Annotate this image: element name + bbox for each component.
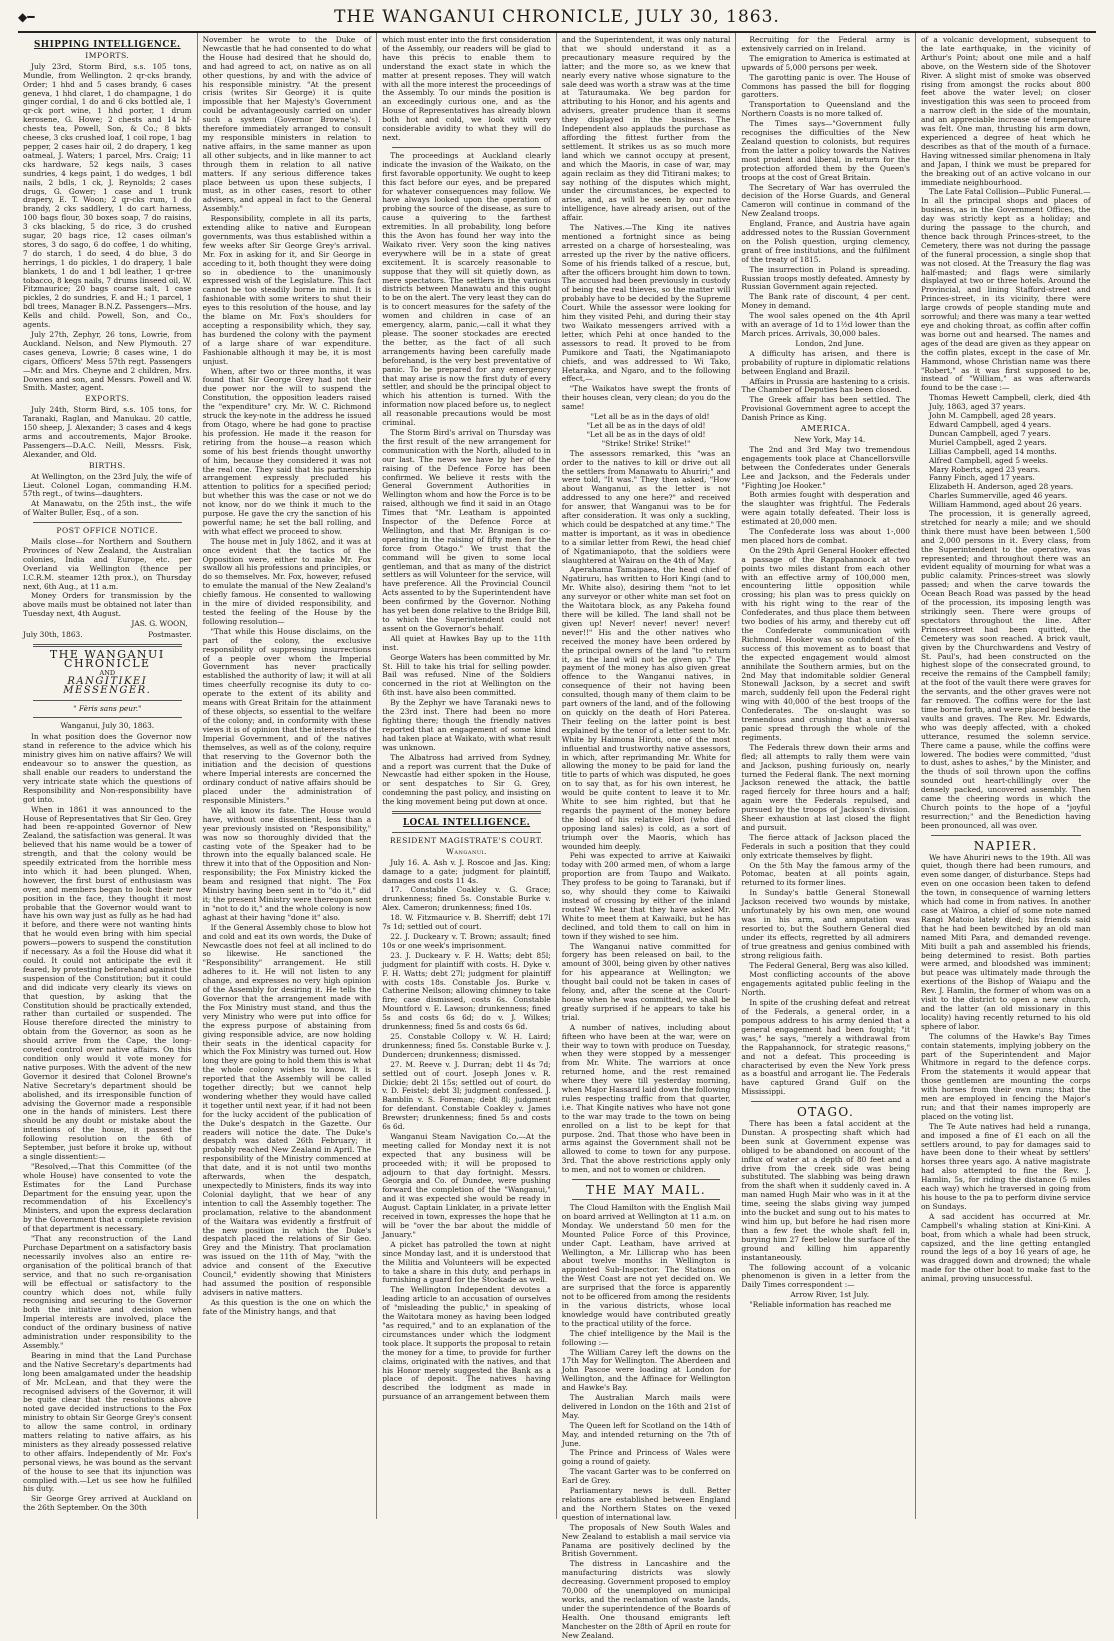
paragraph: Transportation to Queensland and the Northern Coasts is no more talked of. xyxy=(741,100,910,119)
paragraph: The Federal General, Berg was also killed. xyxy=(749,960,909,970)
verse: "Let all be as in the days of old! "Let all be as in the days of old! "Let all be as in the days of old! "Strike! Strike! Strike!" xyxy=(586,412,710,448)
subheading: POST OFFICE NOTICE. xyxy=(56,526,159,536)
paragraph: When, after two or three months, it was found that Sir George Grey had not their due power nor the will to suspend the Constitution, the opposition leaders raised the "expenditure" cry. Mr. W. C. Richmond struck the key-note in the address he issued from Otago, where he had gone to practise his profession. He made it the reason for retiring from the house—a reason which some of his best friends thought unworthy of him, because they considered it was not the real one. They said that his partnership arrangement expressly precluded his attention to politics for a specified period; but whether this was the case or not we do not know, nor do we think it much to the purpose. He gave the cry the sanction of his powerful name; he set the ball rolling, and with what effect we proceed to show. xyxy=(202,366,372,536)
dateline: New York, May 14. xyxy=(794,434,866,444)
signature-name: JAS. G. WOON, xyxy=(131,619,188,629)
section-heading: LOCAL INTELLIGENCE. xyxy=(402,818,531,829)
section-heading: THE MAY MAIL. xyxy=(585,1183,707,1198)
paragraph: Mails close—for Northern and Southern Provinces of New Zealand, the Australian colonies, India and Europe, etc. per Overland via Wellington (thence per I.C.R.M. steamer 12th prox.), on Thursday next, 6th Aug., at 11 a.m. xyxy=(23,537,192,591)
subheading: IMPORTS. xyxy=(85,50,130,60)
paragraph: England, France, and Austria have again addressed notes to the Russian Government on the Polish question, urging clemency, grant of free institutions, and the fulfilment of the treaty of 1815. xyxy=(741,219,910,264)
paragraph: A number of natives, including about fifteen who have been at the war, were on their way to town with produce on Tuesday, when they were stopped by a messenger from Mr. White. The warriors at once returned home, and the rest remained where they were till yesterday morning, when Major Hassard laid down the following rules respecting traffic from that quarter, i.e. That Kingite natives who have not gone to the war may trade to the town on being enrolled on a list to be kept for that purpose. 2nd. That those who have been in arms against the Government shall not be allowed to come to town for any purpose. 3rd. That the above restrictions apply only to men, and not to women or children. xyxy=(561,1022,731,1175)
paragraph: The house met in July 1862, and it was at once evident that the tactics of the Opposition were, either to make Mr. Fox swallow all his professions and principles, or do so themselves. Mr. Fox, however, refused to emulate the manual of the New Zealand's chiefly famous. He consented to wallowing in the mire of divided responsibility, and tested the feeling of the House by the following resolution— xyxy=(202,536,372,626)
paragraph: The Wellington Independent devotes a leading article to an accusation of ourselves of "misleading the public," in speaking of the Waitotara money as having been lodged "as required," and to an explanation of the circumstances under which the lodgment took place. It supports the proposal to retain the money for a time, to provide for further claims, originated with the natives, and that his Honor merely suggested the Bank as a place of deposit. The natives having described the lodgment as made in pursuance of an arrangement between them xyxy=(382,1285,551,1402)
column-2 xyxy=(198,33,378,1519)
paragraph: and the Superintendent, it was only natural that we should understand it as a precautionary measure required by the latter; and the more so, as we knew that nearly every native whose signature to the sale deed was worth a straw was at the time at Taturaumaka. We beg pardon for attributing to his Honor, and his agents and advisers, greater prudence than it seems they displayed in the business. The Independent also applauds the purchase as affording the fittest further from the settlement. It strikes us as so much more land which we cannot occupy at present, and which the Maoris, in case of war, may again reclaim as they did Titirani makes; to say nothing of the disputes which might, under the circumstances, be expected to arise, and, as will be seen by our native intelligence, have already arisen, out of the affair. xyxy=(561,35,731,223)
paragraph: The Albatross had arrived from Sydney, and a report was current that the Duke of Newcastle had either spoken in the House, or sent despatches to Sir G. Grey, condemning the past policy, and insisting on the king movement being put down at once. xyxy=(382,752,551,807)
divider xyxy=(392,147,541,148)
paragraph: The vacant Garter was to be conferred on Earl de Grey. xyxy=(561,1467,731,1486)
columns xyxy=(18,33,1096,1640)
paragraph: Recruiting for the Federal army is extensively carried on in Ireland. xyxy=(741,35,910,53)
paragraph: The emigration to America is estimated at upwards of 5,000 persons per week. xyxy=(741,53,910,72)
quotation: "That while this House disclaims, on the part of the colony, the exclusive responsibility of suppressing insurrections of a people over whom the Imperial Government has never practically established the authority of law; it will at all times cheerfully recognise its duty to co-operate to the extent of its ability and means with Great Britain for the attainment of these objects, so essential to the welfare of the colony; and, in conformity with these views it is of opinion that the interests of the Imperial Government, and of the natives themselves, as well as of the colony, require that reserving to the Governor both the initiation and the decision of questions where Imperial interests are concerned the ordinary conduct of native affairs should be placed under the administration of responsible Ministers." xyxy=(202,626,372,806)
list-item: Charles Summerville, aged 46 years. xyxy=(928,491,1068,501)
paragraph: July 16. A. Ash v. J. Roscoe and Jas. King; damage to a gate; judgment for plaintiff, damages and costs 11 4s. xyxy=(382,857,551,885)
paragraph: As this question is the one on which the fate of the Ministry hangs, and that xyxy=(202,1297,372,1316)
paragraph: The procession, it is generally agreed, stretched for nearly a mile; and we should think there must have been between 1,500 and 2,000 persons in it. Every class, from the Superintendent to the operative, was represented; and throughout there was an evident equality of mourning for what was a public calamity. Princes-street was slowly passed; and when the carve towards the Ocean Beach Road was passed by the head of the procession, its imposing length was strikingly seen. There were groups of spectators throughout the line. After Princes-street had been quitted, the Cemetery was soon reached. A brick vault, given by the Churchwardens and Vestry of St. Paul's, had been constructed on the highest slope of the consecrated ground, to receive the remains of the Campbell family; at the foot of the vault there were graves for the servants, and the other graves were not far removed. The coffins were for the last time borne forth, and were placed beside the vaults and graves. The Rev. Mr. Edwards, who was deeply affected, with a choked utterance, resumed the solemn service. There came a pause, while the coffins were lowered. The bodies were committed, "dust to dust, ashes to ashes," by the Minister, and the thuds of soil thrown upon the coffins sounded out heart-chillingly over the densely packed, uncovered assembly. Then came the cheering words in which the Church points to the hope of a "joyful resurrection;" and the Benediction having been pronounced, all was over. xyxy=(920,509,1091,830)
dateline: Arrow River, 1st July. xyxy=(790,1290,870,1300)
paragraph: Sir George Grey arrived at Auckland on the 26th September. On the 30th xyxy=(23,1494,192,1513)
paragraph: At Manawatu, on the 25th inst., the wife of Walter Buller, Esq., of a son. xyxy=(23,499,192,518)
paragraph: The following account of a volcanic phenomenon is given in a letter from the Daily Times correspondent :— xyxy=(741,1262,910,1290)
paragraph: July 27th, Zephyr, 26 tons, Lowrie, from Auckland. Nelson, and New Plymouth. 27 cases geneva, Lowrie; 8 cases wine, 1 do cigars, Officers' Mess 57th regt. Passengers—Mr. and Mrs. Cheyne and 2 children, Mrs. Downes and son, and Messrs. Powell and W. Smith. Master, agent. xyxy=(23,330,192,393)
paragraph: If the General Assembly chose to blow hot and cold and eat its own words, the Duke of Newcastle does not feel at all inclined to do so likewise. He sanctioned the "Responsibility" arrangement. He still adheres to it. He will not listen to any change, and expresses no very high opinion of the Assembly for desiring it. He tells the Governor that the arrangement made with the Fox Ministry must stand, and thus the very Ministry who were put into office for the express purpose of abstaining from giving responsible advice, are now holding their seats in the identical capacity for which the Fox Ministry was turned out. How long they are going to hold them this is what the whole colony wishes to know. It is reported that the Assembly will be called together directly; but we cannot help wondering whether they would have called it together until next year, if it had not been for the lucky accident of the publication of the Duke's despatch in the Gazette. Our readers will notice the date. The Duke's despatch was dated 26th February; it probably reached New Zealand in April. The responsibility of the Ministry commenced at that date, and it is not until two months afterwards, when the despatch, unexpectedly to Ministers, finds its way into Colonial daylight, that we hear of any intention to call the Assembly together. The proclamation, relative to the abandonment of the Waitara was evidently a firstfruit of the new position in which the Duke's despatch placed the relations of Sir Geo. Grey and the Ministry. That proclamation was issued on the 11th of May, "with the advice and consent of the Executive Council," evidently showing that Ministers had assumed the position of responsible advisers in native matters. xyxy=(202,922,372,1297)
paragraph: 18. W. Fitzmaurice v. B. Sherriff; debt 17l 7s 1d; settled out of court. xyxy=(382,913,551,932)
paper-masthead xyxy=(23,648,192,731)
paragraph: 27. M. Reeve v. J. Durran; debt 1l 4s 7d; settled out of court. Joseph Jones v. R. Dickie; debt 2l 15s; settled out of court. do v. D. Feistel; debt 3l; judgment confessed. J. Bamblin v. S. Foreman; debt 8l; judgment for defendant. Constable Coakley v. James Brewster; drunkenness; fined 5s and costs 6s 6d. xyxy=(382,1059,551,1132)
list-item: Thomas Hewett Campbell, clerk, died 4th July, 1863, aged 37 years. xyxy=(928,393,1091,412)
list-item: Lillias Campbell, aged 14 months. xyxy=(928,446,1057,456)
paragraph: 23. J. Duckeary v. F. H. Watts; debt 85l; judgment for plaintiff with costs. H. Dyke v. F. H. Watts; debt 27l; judgment for plaintiff with costs 18s. Constable Jos. Burke v. Catherine Neilson; allowing chimney to take fire; case dismissed, costs 6s. Constable Mountford v. E. Lawson; drunkenness; fined 5s and costs 6s 6d; do v. J. Wilkes; drunkenness; fined 5s and costs 6s 6d. xyxy=(382,950,551,1032)
paragraph: The Confederate loss was about 1-,000 men placed hors de combat. xyxy=(741,527,910,545)
section-heading: NAPIER. xyxy=(973,838,1038,853)
signature-title: Postmaster. xyxy=(148,630,192,640)
paper-date: Wanganui, July 30, 1863. xyxy=(60,721,155,731)
paragraph: The proposals of New South Wales and New Zealand to establish a mail service via Panama are positively declined by the British Government. xyxy=(561,1522,731,1559)
paragraph: Aperahama Tamaipaea, the head chief of Ngatiruru, has written to Hori Kingi (and to Mr. White also), desiring them "not to let any surveyor or other white man set foot on the Waitotara block, as any Pakeha found there will be killed. The land shall not be given up! Never! never! never! never! never!!" His and the other natives who received the money have been ordered by the principal owners of the land "to return it, as the land will not be given up." The payment of the money has also given great offence to the Wanganui natives, in consequence of their not having been consulted, though many of them claim to be part owners of the land, and of the following on quickly on the death of Hori Paterea. Their feeling on the latter point is best explained by the tenor of a letter sent to Mr. White by Haimona Hiroti, one of the most influential and trustworthy native assessors, in which, after reprimanding Mr. White for allowing the money to be paid for land the title to parts of which was disputed, he goes on to say that, as for his own interest, he would be quite content to leave it to Mr. White to see him righted, but that he regards the payment of the money before the blood of his relative Hori (who died opposing land sales) is cold, as a sort of triumph over the Maoris, which has wounded him deeply. xyxy=(561,565,731,851)
paragraph: which must enter into the first consideration of the Assembly, our readers will be glad to have this précis to enable them to understand the exact state in which the matter at present reposes. They will watch with all the more interest the proceedings of the Assembly. To our minds the position is an exceedingly curious one, and as the House of Representatives has already blown both hot and cold, we look with very considerable avidity to what they will do next. xyxy=(382,35,551,142)
paragraph: Pehi was expected to arrive at Kaiwaiki today with 200 armed men, of whom a large proportion are from Taupo and Waikato. They profess to be going to Taranaki, but if so, why should they come to Kaiwaiki instead of crossing by either of the inland routes? We hear that they have asked Mr. White to meet them at Kaiwaiki, but he has declined, and told them to call on him in town if they wished to see him. xyxy=(561,851,731,941)
section-heading: OTAGO. xyxy=(796,1105,855,1120)
paragraph: "Resolved,—That this Committee (of the whole House) have consented to vote the Estimates for the Land Purchase Department for the ensuing year, upon the recommendation of his Excellency's Ministers, and upon the express declaration by the Government that a complete revision of that department is necessary. xyxy=(23,1161,192,1234)
paragraph: At Wellington, on the 23rd July, the wife of Lieut. Colonel Logan, commanding H.M. 57th regt., of twins—daughters. xyxy=(23,471,192,499)
paragraph: The Bank rate of discount, 4 per cent. Money in demand. xyxy=(741,292,910,311)
paragraph: The distress in Lancashire and the manufacturing districts was slowly decreasing. Government proposed to employ 70,000 of the unemployed on municipal works, and the reclamation of waste lands, under the superintendence of the Boards of Health. One thousand emigrants left Manchester on the 28th of April en route for New Zealand. xyxy=(561,1559,731,1640)
column-6 xyxy=(916,33,1096,1519)
divider xyxy=(392,811,541,814)
divider xyxy=(751,1101,900,1102)
paragraph: 25. Constable Collopy v. W. H. Laird; drunkenness; fined 5s. Constable Burke v. J. Dundercen; drunkenness; dismissed. xyxy=(382,1031,551,1059)
divider xyxy=(33,700,182,701)
masthead-and: AND xyxy=(99,668,116,677)
paragraph: The wool sales opened on the 4th April with an average of 1d to 1½d lower than the March prices. Arrivals, 30,000 bales. xyxy=(741,311,910,338)
list-item: John M. Campbell, aged 28 years. xyxy=(928,411,1056,421)
paragraph: The fierce attack of Jackson placed the Federals in such a position that they could only extricate themselves by flight. xyxy=(741,832,910,860)
paragraph: The Cloud Hamilton with the English Mail on board arrived at Wellington at 11 a.m. on Monday. We understand 50 men for the Mounted Police Force of this Province, under Capt. Leatham, have arrived at Wellington, a Mr. Lillicrap who has been about twelve months in Wellington is appointed Sub-Inspector. The Stations on the West Coast are not yet decided on. We are surprised that the force is apparently not to be officered from among the residents in the various districts, whose local knowledge would have contributed greatly to the practical utility of the force. xyxy=(561,1203,731,1328)
paragraph: July 24th, Storm Bird, s.s. 105 tons, for Taranaki, Raglan, and Manukau. 20 cattle, 150 sheep, J. Alexander; 3 cases and 4 kegs arms and accoutrements, Major Brooke. Passengers—D.A.C. Neill, Messrs. Fisk, Alexander, and Old. xyxy=(23,405,192,459)
divider xyxy=(33,522,182,523)
column-5 xyxy=(736,33,916,1519)
paragraph: In spite of the crushing defeat and retreat of the Federals, a general order, in a pompous address to his army denied that a general engagement had been fought; "it was," he says, "merely a withdrawal from the Rappahannock, for strategic reasons," and not a defeat. This proceeding is characterised by even the New York press as a boastful and arrogant lie. The Federals have captured Grand Gulf on the Mississippi. xyxy=(741,998,910,1097)
paragraph: We have Ahuriri news to the 19th. All was quiet, though there had been rumours, and even some danger, of disturbance. Steps had even on one occasion been taken to defend the town, in consequence of warning letters which had come in from natives. In another case at Wairoa, a chief of some note named Rangi Matoio lately died; his friends said that he had been bewitched by an old man named Miti Para, and demanded revenge. Miti built a pah and assembled his friends, being determined to resist. Both parties were armed, and bloodshed was imminent; but peace was ultimately made through the exertions of the Bishop of Waiapu and the Rev. J. Hamlin, the former of whom was on a visit to the district to open a new church, and the latter (an old missionary in this locality) having recently returned to his old sphere of labor. xyxy=(920,852,1091,1031)
list-item: Elizabeth H. Anderson, aged 28 years. xyxy=(928,482,1074,492)
paragraph: The Australian March mails were delivered in London on the 16th and 21st of May. xyxy=(561,1393,731,1420)
subheading: RESIDENT MAGISTRATE'S COURT. xyxy=(389,835,544,845)
list-item: Fanny Finch, aged 17 years. xyxy=(928,473,1035,483)
paragraph: The Greek affair has been settled. The Provisional Government agree to accept the Danish Prince as King. xyxy=(741,395,910,423)
paragraph: On the 29th April General Hooker effected a passage of the Rappahannock at two points two miles distant from each other with an effective army of 100,000 men, encountering little opposition while crossing; his plan was to press quickly on with his right wing to the rear of the Confederates, and thus place them between two bodies of his army, and thereby cut off the Confederate communication with Richmond. Hooker was so confident of the success of this movement as to boast that the expected engagement would almost annihilate the Southern armies, but on the 2nd May that indomitable soldier General Stonewall Jackson, by a secret and swift march, suddenly fell upon the Federal right wing with 40,000 of the best troops of the Confederates. The on-slaught was so tremendous and crushing that a universal panic spread through the whole of the regiments. xyxy=(741,545,910,742)
masthead xyxy=(18,6,1096,33)
paragraph: Both armies fought with desperation and the slaughter was frightful. The Federals were again totally defeated. Their loss is estimated at 20,000 men. xyxy=(741,490,910,527)
paragraph: "That any reconstruction of the Land Purchase Department on a satisfactory basis necessarily involves also an entire re-organisation of the political branch of that service, and that no such re-organisation will be effectual or satisfactory to the country which does not, while fully recognising and securing to the Governor both the initiative and decision when Imperial interests are involved, place the conduct of the ordinary business of native administration under responsibility to the Assembly." xyxy=(23,1234,192,1350)
paragraph: A picket has patrolled the town at night since Monday last, and it is understood that the Militia and Volunteers will be expected to take a share in this duty, and perhaps in furnishing a guard for the Stockade as well. xyxy=(382,1239,551,1285)
paragraph: The chief intelligence by the Mail is the following :— xyxy=(561,1328,731,1347)
paragraph: By the Zephyr we have Taranaki news to the 23rd inst. There had been no more fighting there; though the friendly natives reported that an engagement of some kind had taken place at Waikato, with what result was unknown. xyxy=(382,698,551,752)
paragraph: The insurrection in Poland is spreading. Russian troops mostly defeated. Amnesty by Russian Government again rejected. xyxy=(741,264,910,292)
paragraph: When in 1861 it was announced to the House of Representatives that Sir Geo. Grey had been re-appointed Governor of New Zealand, the satisfaction was general. It was believed that his name would be a tower of strength, and that the colony would be speedily extricated from the horrible mess into which it had been plunged. When, however, the first burst of enthusiasm was over, and members began to look their new position in the face, they thought it most probable that the Governor would want to have his own way just as fully as he had had it before, and there were not wanting hints that he would even bring with him special powers—powers to suspend the constitution if necessary. As a foil the House did what it could. It could not anticipate the evil it feared, by protesting beforehand against the suspension of the Constitution; but it could and did indicate very clearly its views on that question, by asking that the Constitution should be practically extended, rather than curtailed or suspended. The House therefore directed the ministry to obtain from the Governor, as soon as he should arrive from the Cape, the long-coveted control over native affairs. On this condition only would it vote money for native purposes. With the advent of the new Governor it desired that Colonel Browne's Native Secretary's department should be abolished, and its irresponsible function of advising the Governor made a responsible one in the hands of ministers. Lest there should be any doubt or mistake about the intentions of the house, it passed the following resolution on the 6th of September, just before it broke up, without a single dissentient:— xyxy=(23,804,192,1161)
paragraph: All quiet at Hawkes Bay up to the 11th inst. xyxy=(382,633,551,652)
list-item: Mary Roberts, aged 23 years. xyxy=(928,464,1041,474)
paragraph: The Wanganui native committed for forgery has been released on bail, to the amount of 300l, being given by other natives for his appearance at Wellington; we thought bail could not be taken in cases of felony, and, after the scene at the Court-house when he was committed, we shall be greatly surprised if he appears to take his trial. xyxy=(561,941,731,1022)
paragraph: The 2nd and 3rd May two tremendous engagements took place at Chancellorsville between the Confederates under Generals Lee and Jackson, and the Federals under "Fighting Joe Hooker." xyxy=(741,444,910,490)
paragraph: The Te Aute natives had held a runanga, and imposed a fine of £1 each on all the settlers around, to pay for damages said to have been done to their wheat by settlers' horses three years ago. A native magistrate had also attempted to fine the Rev. J. Hamlin, 5s, for riding the distance (5 miles each way) which he traversed in going from his house to the pa to perform divine service on Sundays. xyxy=(920,1121,1091,1211)
list-item: Edward Campbell, aged 4 years. xyxy=(928,419,1052,429)
paragraph: 17. Constable Coakley v. G. Grace; drunkenness; fined 5s. Constable Burke v. Alex. Cameron; drunkenness; fined 10s. xyxy=(382,885,551,913)
names-list xyxy=(921,394,1091,510)
column-3 xyxy=(377,33,557,1519)
paragraph: Responsibility, complete in all its parts, extending alike to native and European governments, was thus established within a few weeks after Sir George Grey's arrival. Mr. Fox in asking for it, and Sir George in acceding to it, both thought they were doing so in obedience to the unanimously expressed wish of the Legislature. This fact cannot be too steadily borne in mind. It is fashionable with some writers to shut their eyes to this resolution of the house, and lay the blame on Mr. Fox's shoulders for accepting a responsibility which, they say, has burdened the colony with the payment of a large share of war expenditure. Fashionable although it may be, it is most unjust. xyxy=(202,214,372,366)
paragraph: In what position does the Governor now stand in reference to the advice which his ministry gives him on native affairs? We will endeavour so to answer the question, as shall enable our readers to understand the very intricate state which the questions of Responsibility and Non-responsibility have got into. xyxy=(23,732,192,804)
paragraph: The assessors remarked, this "was an order to the natives to kill or drive out all the settlers from Manawatu to Ahuriri;" and were told, "It was." They then asked, "How about Wanganui, as the letter is not addressed to any one here?" and received for answer, that Wanganui was to be for after consideration. It was only a suckling, which could be despatched at any time." The matter is important, as it was in obedience to a similar letter from Rewi, the head chief of Ngatimaniapoto, that the soldiers were slaughtered at Wairau on the 4th of May. xyxy=(561,448,731,565)
paragraph: The Natives.—The King ite natives mentioned a fortnight since as being arrested on a charge of horsestealing, was arrested up the river by the native officers. Some of his friends talked of a rescue, but, after the officers brought him down to town. The accused had been previously in custody of being the real thieves, so the matter will probably have to be decided by the Supreme Court. While the assessor were looking for him they visited Pehi, and during their stay two Waikato messengers arrived with a letter, which Pehi at once handed to the assessors to read. It proved to be from Pumikore and Taati, the Ngatimaniapoto chiefs, and was addressed to Wi Tako, Hetaraka, and Ngaro, and to the following effect,— xyxy=(561,223,731,384)
paragraph: On the 5th May the famous army of the Potomac, beaten at all points again, returned to its former lines. xyxy=(741,860,910,888)
paragraph: Wanganui Steam Navigation Co.—At the meeting called for Monday next it is not expected that any business will be proceeded with; it will be proposed to adjourn to that day fortnight. Messrs. Georgia and Co. of Dundee, were pushing forward the completion of the "Wanganui," and it was expected she would be ready in August. Captain Linklater, in a private letter received in town, expresses the hope that he will be "over the bar about the middle of January." xyxy=(382,1131,551,1239)
paragraph: Parliamentary news is dull. Better relations are established between England and the Northern States on the vexed question of international law. xyxy=(561,1486,731,1522)
dateline: London, 2nd June. xyxy=(795,338,864,348)
divider xyxy=(392,832,541,833)
section-heading: SHIPPING INTELLIGENCE. xyxy=(33,40,181,50)
column-4 xyxy=(557,33,737,1640)
list-item: William Hammond, aged about 26 years. xyxy=(928,500,1082,510)
divider xyxy=(572,1199,721,1200)
subheading: BIRTHS. xyxy=(88,460,126,470)
subheading: Wanganui. xyxy=(446,846,487,856)
list-item: Muriel Campbell, aged 2 years. xyxy=(928,437,1047,447)
paragraph: November he wrote to the Duke of Newcastle that he had consented to do what the House had desired that he should do, and had agreed to act, on native as on all other questions, by and with the advice of his responsible ministry. "At the present crisis (writes Sir George) it is quite impossible that her Majesty's Government could be advantageously carried on under such a system (Governor Browne's). I therefore immediately arranged to consult my responsible ministers in relation to native affairs, in the same manner as upon all other subjects, and in like manner to act through them in relation to all native matters. If any serious difference takes place between us upon these subjects, I must, as in other cases, resort to other advisers, and appeal in fact to the General Assembly." xyxy=(202,35,372,214)
list-item: Duncan Campbell, aged 7 years. xyxy=(928,428,1051,438)
masthead-line: THE WANGANUI CHRONICLE xyxy=(49,648,165,670)
masthead-line: RANGITIKEI MESSENGER. xyxy=(63,675,152,696)
paragraph: Affairs in Prussia are hastening to a crisis. The Chamber of Deputies has been closed. xyxy=(741,376,910,395)
paragraph: There has been a fatal accident at the Dunstan. A prospecting shaft which had been sunk at Government expense was obliged to be abandoned on account of the influx of water at a depth of 80 feet and a drive from the creek side was being substituted. The slabbing was being drawn from the shaft when it suddenly caved in. A man named Hugh Mair who was in it at the time, seeing the slabs giving way jumped into the bucket and sung out to his mates to wind him up, but before he had risen more than a few feet the whole shaft fell in, burying him 27 feet below the surface of the ground and killing him apparently instantaneously. xyxy=(741,1119,910,1262)
paragraph: The proceedings at Auckland clearly indicate the invasion of the Waikato, on the first favorable opportunity. We ought to keep this fact before our eyes, and be prepared for whatever consequences may follow. We have always looked upon the operation of probing the source of the disease, as sure to cause a quivering to the farthest extremities. In all probability, long before this the Avon has found her way into the Waikato river. Very soon the king natives everywhere will be in a state of great excitement. It is scarcely reasonable to suppose that they will sit quietly down, as mere spectators. The settlers in the various districts between Manawatu and this ought to be on the alert. The very least they can do is to concert measures for the safety of the women and children in case of an emergency, alarm, panic,—call it what they please. The sooner stockades are erected the better, as the fact of all such arrangements having been carefully made beforehand, is the very best preventative of panic. To be prepared for any emergency that may arise is now the first duty of every settler, and should be the principal object to which his attention is turned. With the information now placed before us, to neglect all reasonable precautions would be most criminal. xyxy=(382,150,551,428)
paragraph: The Federals threw down their arms and fled; all attempts to rally them were vain and Jackson, pushing furiously on, nearly turned the Federal flank. The next morning Jackson renewed the attack, the battle raged fiercely for three hours and a half; again were the Federals repulsed, and pursued by the troops of Jackson's division. Sheer exhaustion at last closed the flight and pursuit. xyxy=(741,742,910,832)
subheading: AMERICA. xyxy=(800,424,851,435)
paragraph: George Waters has been committed by Mr. St. Hill to take his trial for selling powder. Bail was refused. Nine of the Soldiers concerned in the riot at Wellington on the 6th inst. have also been committed. xyxy=(382,652,551,698)
paragraph: The garotting panic is over. The House of Commons has passed the bill for flogging garotters. xyxy=(741,72,910,100)
paragraph: July 23rd, Storm Bird, s.s. 105 tons, Mundle, from Wellington. 2 qr-cks brandy, Order; 1 hhd and 5 cases brandy, 6 cases geneva, 1 hhd claret, 1 do champagne, 1 do ginger cordial, 1 do and 6 cks bottled ale, 1 qr-ck port wine, 1 hhd porter, 1 drum kerosene, G. Howe; 2 chests and 14 hf-chests tea, Powell, Son, & Co.; 8 bkts cheese, 3 cks crushed loaf, 1 coil rope, 1 bag pepper, 2 cases hair oil, 2 do drapery, 1 keg oatmeal, J. Waters; 1 parcel, Mrs. Craig; 11 cks hardware, 52 kegs nails, 3 cases sundries, 4 kegs paint, 1 do wedges, 1 bdl nails, 2 bdls, 1 ck, J. Reynolds; 2 cases drugs, G. Gower; 1 case and 1 trunk drapery, E. T. Woon; 2 qr-cks rum, 1 do brandy, 2 cks saddlery, 1 do cart harness, 100 bags flour, 30 boxes soap, 7 do raisins, 3 cks blacking, 5 do rice, 3 do crushed sugar, 20 bags rice, 12 cases oilman's stores, 3 do sago, 6 do coffee, 1 do whiting, 7 do starch, 1 do seed, 4 do blue, 3 do herrings, 1 do pickles, 1 do drapery, 1 bale blankets, 1 do and 1 bdl leather, 1 qr-tree tobacco, 8 kegs nails, 7 drums linseed oil, W. Fitzmaurice; 20 bags coarse salt, 1 case pickles, 2 do sundries, F. and H.; 1 parcel, 1 bdl trees, Manager B.N.Z. Passengers—Mrs. Kells and child. Powell, Son, and Co., agents. xyxy=(23,61,192,330)
motto: " Fèris sans peur." xyxy=(73,703,142,713)
paragraph: We all know its fate. The House would have, without one dissentient, less than a year previously insisted on "Responsibility," was now so thoroughly divided that the casting vote of the Speaker had to be thrown into the equally balanced scale. He threw it into that of the Opposition and Non-responsibility; the Fox Ministry kicked the beam and resigned that night. The Fox Ministry having been sent in to "do it," did it; the present Ministry were thereupon sent in "not to do it," and the whole colony is now aghast at their having "done it" also. xyxy=(202,805,372,922)
column-1 xyxy=(18,33,198,1519)
paragraph: The Times says—"Government fully recognises the difficulties of the New Zealand question to colonists, but requires from the latter a policy towards the Natives most prudent and liberal, in return for the protection afforded them by the Queen's troops at the cost of Great Britain. xyxy=(741,119,910,182)
paragraph: The columns of the Hawke's Bay Times contain statements, implying jobbery on the part of the Superintendent and Major Whitmore in regard to the defence corps. From the statements it would appear that those gentlemen are mounting the corps with horses from their own runs; that the men are employed in fencing the Major's run; and that their names improperly are placed on the voting list. xyxy=(920,1031,1091,1121)
paragraph: The Late Fatal Collision—Public Funeral.—In all the principal shops and places of business, as in the Government Offices, the day was strictly kept as a holiday; and during the passage to the church, and thence back through Princes-street, to the Cemetery, there was not during the passage of the funeral procession, a single shop that was not closed. At the Treasury the flag was half-masted; and flags were similarly displayed at two or three hotels. Around the Provincial, and lining Stafford-street and Princes-street, in its vicinity, there were large crowds of people standing mute and sorrowful; and there was many a tear wetted eye and choking throat, as coffin after coffin was borne out and hearsed. The names and ages of the dead are given as they appear on the coffin plates, except in the case of Mr. Hammond, whose Christian name was there "Robert," as it was first supposed to be, instead of "William," as was afterwards found to be the case :— xyxy=(920,187,1091,393)
paragraph: Bearing in mind that the Land Purchase and the Native Secretary's departments had long been amalgamated under the headship of Mr. McLean, and that they were the recognised advisers of the Governor, it will be quite clear that the resolutions above noted gave decided instructions to the Fox ministry to obtain Sir George Grey's consent to allow the same control, in ordinary matters relating to native affairs, as his ministers as they already possessed relative to other affairs. Independently of Mr. Fox's personal views, he was bound as the servant of the house to see that its injunction was complied with.—Let us see how he fulfilled his duty. xyxy=(23,1350,192,1494)
divider xyxy=(33,644,182,647)
paragraph: Money Orders for transmission by the above mails must be obtained not later than Tuesday next, 4th August. xyxy=(23,591,192,619)
list-item: Alfred Campbell, aged 5 weeks. xyxy=(928,455,1049,465)
paragraph: The Storm Bird's arrival on Thursday was the first result of the new arrangement for communication with the North, alluded to in our last. The news we have by her of the raising of the Defence Force has been confirmed. We believe it rests with the General Government Authorities in Wellington whom and how the Force is to be raised, although we find it said in an Otago Times that "Mr. Leatham is appointed Inspector of the Defence Force at Wellington, and that Mr. Branigan is co-operating in the raising of fifty men for the force from Otago." We trust that the command will be given to some local gentleman, and that as many of the district settlers as will Volunteer for the service, will have preference. All the Provincial Council Acts assented to by the Superintendent have been confirmed by the Governor. Nothing has yet been done relative to the Bridge Bill, to which the Superintendent could not assent on the Governor's behalf. xyxy=(382,427,551,633)
paragraph: Most conflicting accounts of the above engagements agitated public feeling in the North. xyxy=(741,970,910,998)
paragraph: 22. J. Duckeary v. T. Brown; assault; fined 10s or one week's imprisonment. xyxy=(382,932,551,950)
notice-date: July 30th, 1863. xyxy=(23,630,83,640)
divider xyxy=(931,835,1081,836)
paragraph: The Secretary of War has overruled the decision of the Horse Guards, and General Cameron will continue in command of the New Zealand troops. xyxy=(741,182,910,219)
page-title: THE WANGANUI CHRONICLE, JULY 30, 1863. xyxy=(334,7,780,27)
paragraph: of a volcanic development, subsequent to the late earthquake, in the vicinity of Arthur's Point; about one mile and a half above, on the Western side of the Shotover River. A slight mist of smoke was observed rising from amongst the rocks about 800 feet above the water level; on closer investigation this was seen to proceed from a narrow cleft in the side of the mountain, and an appreciable increase of temperature was felt. One man, thrusting his arm down, experienced a degree of heat which he describes as that of the mouth of a furnace. Having witnessed similar phenomena in Italy and Japan, I think we must be prepared for the breaking out of an active volcano in our immediate neighbourhood. xyxy=(920,35,1091,187)
paragraph: The William Carey left the downs on the 17th May for Wellington. The Aberdeen and John Pascoe were loading at London for Wellington, and the Affinace for Wellington and Hawke's Bay. xyxy=(561,1347,731,1393)
subheading: EXPORTS. xyxy=(85,394,130,404)
divider xyxy=(572,1179,721,1180)
paragraph: A difficulty has arisen, and there is probability of rupture in diplomatic relations between England and Brazil. xyxy=(741,348,910,376)
paragraph: A sad accident has occurred at Mr. Campbell's whaling station at Kini-Kini. A boat, from which a whale had been struck, capsized, and the line getting entangled round the legs of a boy 16 years of age, he was dragged down and drowned; the whale made for the other boat to make fast to the animal, proving unsuccessful. xyxy=(920,1211,1091,1284)
paragraph: "Reliable information has reached me xyxy=(749,1300,892,1310)
paragraph: In Sunday's battle General Stonewall Jackson received two wounds by mistake, unfortunately by his own men, one wound was in his arm, and amputation was resorted to, but the Southern General died under its effects, regretted by all admirers of true greatness and genius combined with strong religious faith. xyxy=(741,888,910,960)
paragraph: "The Waikatos have swept the fronts of their houses clean, very clean; do you do the same! xyxy=(561,384,731,412)
ornament-icon: ◆━ xyxy=(18,10,35,24)
divider xyxy=(33,717,182,718)
paragraph: The Prince and Princess of Wales were going a round of gaiety. xyxy=(561,1448,731,1467)
paragraph: The Queen left for Scotland on the 14th of May, and intended returning on the 7th of June. xyxy=(561,1420,731,1448)
